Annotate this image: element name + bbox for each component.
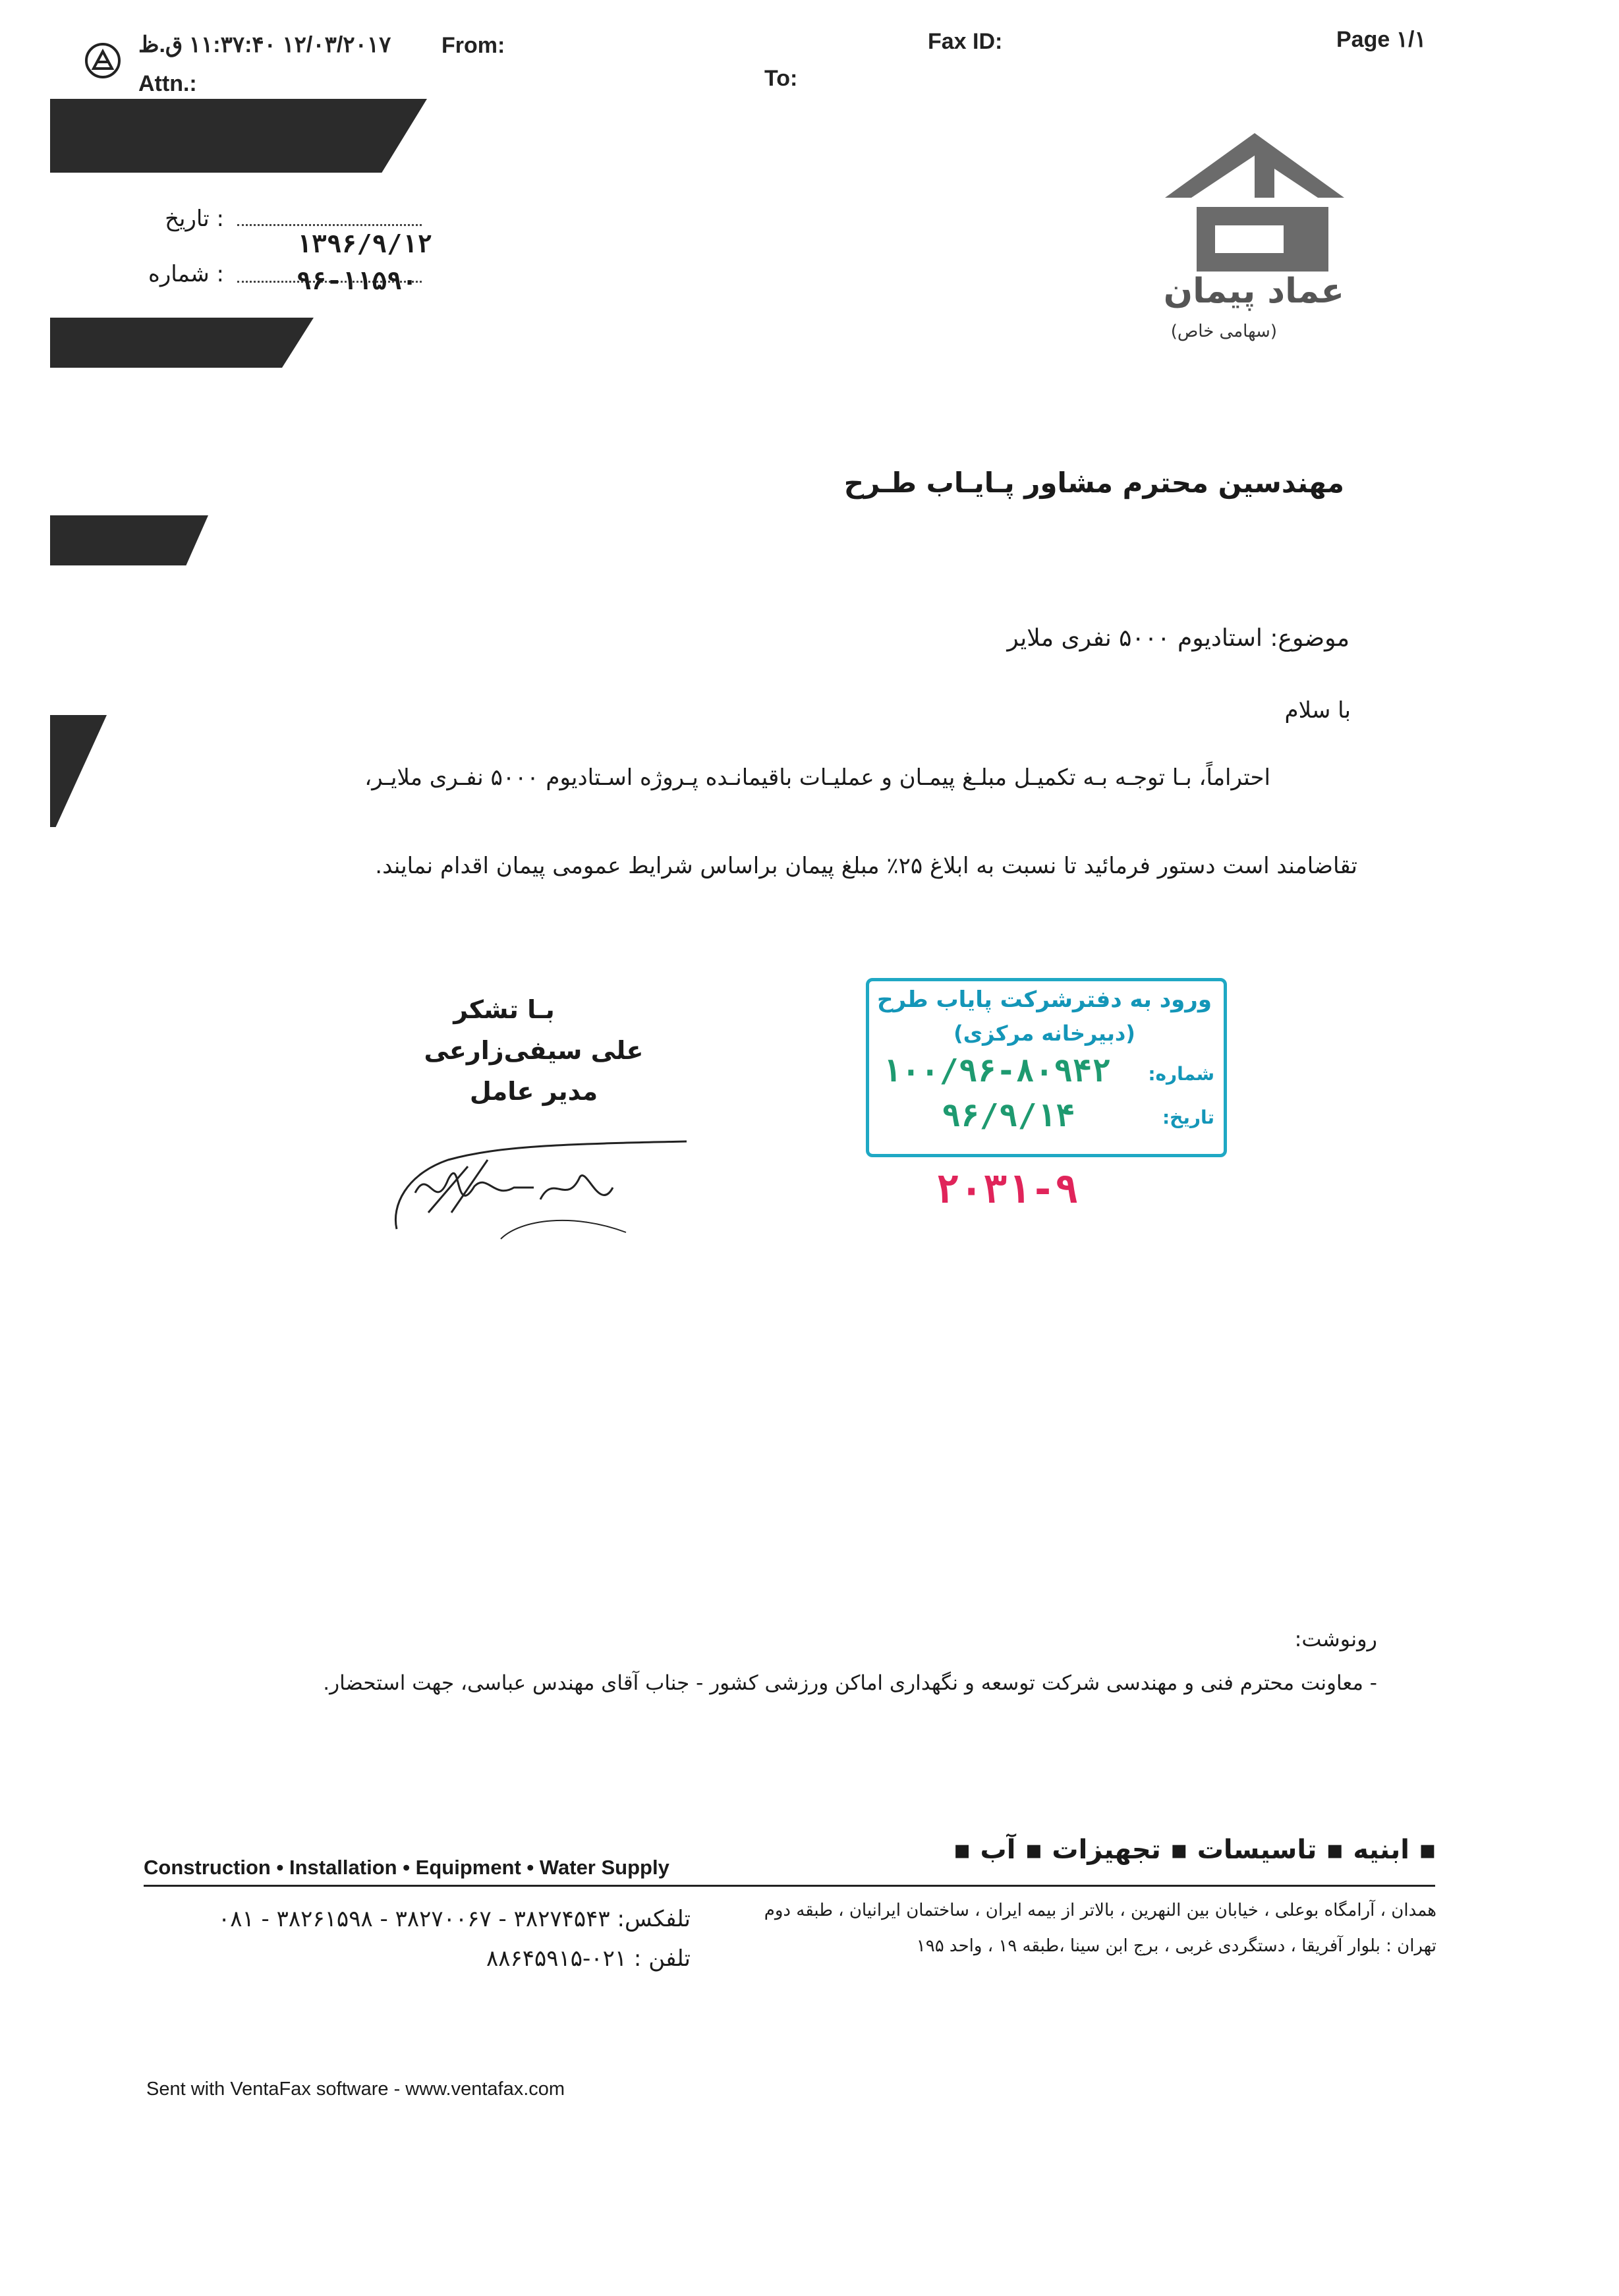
red-handwritten-note: ۲۰۳۱-۹ bbox=[936, 1166, 1079, 1213]
fax-id-label: Fax ID: bbox=[928, 29, 1003, 54]
redacted-block bbox=[50, 99, 427, 173]
footer-fax-line: تلفکس: ۳۸۲۷۴۵۴۳ - ۳۸۲۷۰۰۶۷ - ۳۸۲۶۱۵۹۸ - ۰۸۱ bbox=[217, 1906, 691, 1932]
signature-closing: بـا تشکر bbox=[453, 995, 555, 1024]
signature-name: علی سیفی‌زارعی bbox=[424, 1036, 644, 1065]
recipient-line: مهندسین محترم مشاور پـایـاب طـرح bbox=[843, 467, 1344, 499]
date-dotted-line bbox=[237, 224, 422, 226]
fax-page-label: Page ۱/۱ bbox=[1336, 27, 1427, 52]
stamp-number-label: شماره: bbox=[1148, 1063, 1214, 1085]
stamp-date-value: ۹۶/۹/۱۴ bbox=[942, 1097, 1075, 1134]
number-value: ۹۶-۱۱۵۹۰ bbox=[297, 266, 418, 295]
footer-address-hamedan: همدان ، آرامگاه بوعلی ، خیابان بین النهرین ، بالاتر از بیمه ایران ، ساختمان ایرانیان ، طبقه دوم bbox=[764, 1901, 1436, 1920]
stamp-subtitle: (دبیرخانه مرکزی) bbox=[953, 1021, 1135, 1046]
fax-attn-label: Attn.: bbox=[138, 71, 197, 96]
handwritten-signature bbox=[389, 1114, 705, 1246]
footer-address-tehran: تهران : بلوار آفریقا ، دستگردی غربی ، برج ابن سینا ،طبقه ۱۹ ، واحد ۱۹۵ bbox=[916, 1936, 1436, 1956]
subject-line: موضوع: استادیوم ۵۰۰۰ نفری ملایر bbox=[1007, 625, 1349, 652]
greeting-line: با سلام bbox=[1284, 697, 1351, 724]
body-paragraph-line-2: تقاضامند است دستور فرمائید تا نسبت به ابلاغ ۲۵٪ مبلغ پیمان براساس شرایط عمومی پیمان اقدام نمایند. bbox=[375, 853, 1357, 879]
stamp-date-label: تاریخ: bbox=[1162, 1106, 1214, 1128]
sent-with-ventafax: Sent with VentaFax software - www.ventafax.com bbox=[146, 2079, 565, 2100]
redacted-block bbox=[50, 318, 314, 368]
signature-title: مدیر عامل bbox=[469, 1077, 598, 1106]
number-label: : شماره bbox=[148, 261, 224, 287]
fax-logo-icon bbox=[84, 42, 121, 79]
footer-divider bbox=[144, 1885, 1435, 1887]
company-type: (سهامی خاص) bbox=[1170, 322, 1277, 341]
incoming-stamp bbox=[866, 978, 1227, 1157]
date-label: : تاریخ bbox=[165, 206, 224, 232]
footer-tel-line: تلفن : ۰۲۱-۸۸۶۴۵۹۱۵ bbox=[486, 1945, 691, 1972]
cc-line: - معاونت محترم فنی و مهندسی شرکت توسعه و نگهداری اماکن ورزشی کشور - جناب آقای مهندس عباسی، جهت استحضار. bbox=[323, 1671, 1377, 1695]
redacted-block bbox=[50, 715, 107, 827]
company-logo-icon bbox=[1165, 129, 1344, 274]
date-value: ۱۳۹۶/۹/۱۲ bbox=[297, 229, 432, 258]
company-name: عماد پیمان bbox=[1163, 272, 1344, 311]
stamp-title: ورود به دفترشرکت پایاب طرح bbox=[876, 987, 1212, 1013]
fax-from-label: From: bbox=[441, 33, 505, 58]
stamp-number-value: ۱۰۰/۹۶-۸۰۹۴۲ bbox=[882, 1052, 1111, 1089]
fax-to-label: To: bbox=[764, 66, 798, 91]
cc-label: رونوشت: bbox=[1294, 1626, 1377, 1651]
redacted-block bbox=[50, 515, 208, 565]
fax-timestamp: ۱۲/۰۳/۲۰۱۷ ۱۱:۳۷:۴۰ ق.ظ bbox=[138, 32, 391, 57]
footer-services-en: Construction • Installation • Equipment • Water Supply bbox=[144, 1856, 669, 1879]
body-paragraph-line-1: احتراماً، بـا توجـه بـه تکمیـل مبلـغ پیمـان و عملیـات باقیمانـده پـروژه اسـتادیوم ۵۰۰۰ نفـری ملایـر، bbox=[364, 764, 1270, 791]
footer-services-fa: ▪ ابنیه ▪ تاسیسات ▪ تجهیزات ▪ آب ▪ bbox=[953, 1835, 1436, 1865]
